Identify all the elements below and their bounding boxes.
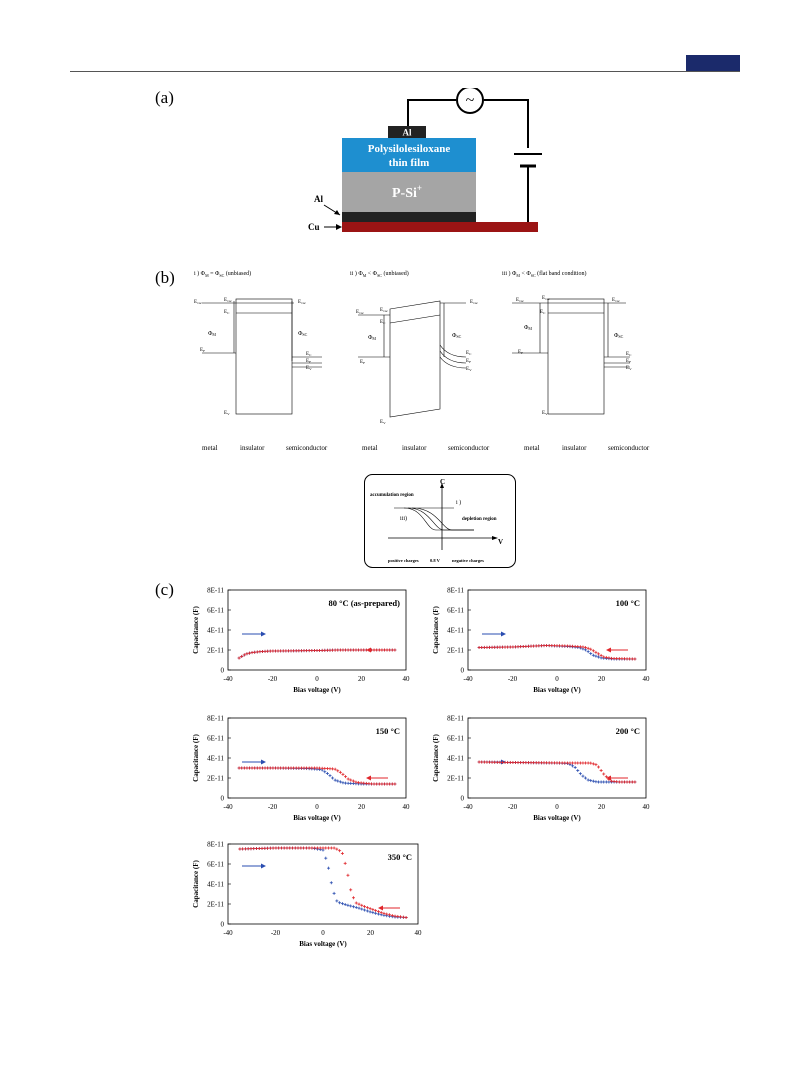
device-schematic [300, 88, 550, 238]
x-tick-label: 40 [402, 675, 410, 683]
x-axis-label: Bias voltage (V) [533, 814, 581, 822]
cu-base [342, 222, 538, 232]
y-tick-label: 4E-11 [207, 626, 224, 635]
x-tick-label: 0 [555, 675, 559, 683]
band-diagram-2 [358, 301, 466, 417]
bottom-al-electrode [342, 212, 476, 222]
y-tick-label: 0 [460, 666, 464, 675]
x-axis-label: Bias voltage (V) [293, 686, 341, 694]
band-diagram-1 [202, 299, 322, 414]
y-tick-label: 8E-11 [207, 714, 224, 723]
svg-text:EC: $E_C$ [380, 320, 386, 325]
x-tick-label: 20 [358, 803, 365, 811]
cv-chart-1 [432, 587, 650, 695]
svg-text:EV: $E_V$ [380, 420, 386, 425]
y-axis-label: Capacitance (F) [432, 734, 440, 782]
film-label-1: Polysilolesiloxane [367, 143, 451, 155]
x-tick-label: 20 [367, 929, 374, 937]
x-tick-label: 0 [315, 675, 319, 683]
cv-chart-3 [432, 715, 650, 823]
band-title-1 [194, 270, 251, 278]
x-tick-label: -40 [223, 803, 233, 811]
svg-text:V: V [498, 538, 504, 546]
panel-label-a: (a) [155, 88, 174, 107]
svg-text:Evac: $E_{vac}$ [612, 298, 620, 303]
x-tick-label: 20 [598, 803, 605, 811]
x-tick-label: 0 [555, 803, 559, 811]
y-tick-label: 0 [460, 794, 464, 803]
y-tick-label: 4E-11 [447, 626, 464, 635]
temperature-annotation: 80 °C (as-prepared) [328, 598, 400, 608]
x-tick-label: -20 [507, 803, 518, 811]
svg-text:iii ) ΦM < ΦSC (flat band cond: iii ) $\Phi_M < \Phi_{SC}$ (flat band condition) [502, 271, 587, 278]
y-tick-label: 2E-11 [207, 900, 224, 909]
y-tick-label: 4E-11 [447, 754, 464, 763]
x-axis-label: Bias voltage (V) [533, 686, 581, 694]
svg-text:EF: $E_F$ [306, 359, 312, 364]
y-tick-label: 2E-11 [207, 774, 224, 783]
source-symbol: ~ [465, 92, 475, 109]
y-tick-label: 2E-11 [447, 646, 464, 655]
y-tick-label: 8E-11 [447, 714, 464, 723]
y-tick-label: 6E-11 [207, 734, 224, 743]
x-tick-label: 20 [598, 675, 605, 683]
substrate-label: P-Si+ [391, 183, 423, 201]
svg-text:semiconductor: semiconductor [448, 444, 490, 452]
y-axis-label: Capacitance (F) [432, 606, 440, 654]
bottom-al-label: Al [314, 194, 323, 204]
svg-text:Evac: $E_{vac}$ [224, 298, 232, 303]
svg-text:EF: $E_F$ [360, 360, 366, 365]
svg-text:ΦM: ΦM [208, 331, 216, 337]
temperature-annotation: 100 °C [615, 598, 640, 608]
svg-text:0.8 V: 0.8 V [430, 558, 440, 563]
y-tick-label: 4E-11 [207, 754, 224, 763]
svg-text:ΦSC: ΦSC [452, 333, 462, 339]
svg-text:C: C [440, 478, 446, 486]
x-tick-label: -40 [463, 675, 473, 683]
y-tick-label: 6E-11 [207, 860, 224, 869]
svg-text:positive charges: positive charges [388, 558, 419, 563]
svg-text:EF: $E_F$ [518, 350, 524, 355]
svg-text:semiconductor: semiconductor [286, 444, 328, 452]
x-tick-label: -20 [267, 803, 278, 811]
x-tick-label: -20 [267, 675, 278, 683]
temperature-annotation: 200 °C [615, 726, 640, 736]
y-axis-label: Capacitance (F) [192, 860, 200, 908]
header-rule [70, 71, 740, 72]
panel-label-c: (c) [155, 580, 174, 599]
panel-label-b: (b) [155, 268, 175, 287]
svg-text:negative charges: negative charges [452, 558, 484, 563]
x-tick-label: -40 [223, 675, 233, 683]
svg-text:ΦM: ΦM [368, 335, 376, 341]
svg-text:metal: metal [362, 444, 378, 452]
svg-text:metal: metal [202, 444, 218, 452]
x-tick-label: -40 [463, 803, 473, 811]
svg-text:Evac: $E_{vac}$ [380, 308, 388, 313]
y-tick-label: 2E-11 [447, 774, 464, 783]
svg-text:insulator: insulator [562, 444, 587, 452]
y-axis-label: Capacitance (F) [192, 734, 200, 782]
svg-text:iii): iii) [400, 516, 407, 522]
y-tick-label: 2E-11 [207, 646, 224, 655]
cv-schematic [364, 474, 516, 568]
svg-text:EV: $E_V$ [542, 411, 548, 416]
y-tick-label: 8E-11 [447, 586, 464, 595]
y-tick-label: 6E-11 [447, 606, 464, 615]
svg-text:EC: $E_C$ [540, 310, 546, 315]
x-tick-label: 40 [642, 675, 650, 683]
y-tick-label: 4E-11 [207, 880, 224, 889]
band-region-labels [202, 444, 650, 452]
x-tick-label: -20 [270, 929, 281, 937]
svg-text:EV: $E_V$ [306, 366, 312, 371]
svg-text:EF: $E_F$ [466, 359, 472, 364]
svg-text:ΦSC: ΦSC [298, 331, 308, 337]
film-label-2: thin film [388, 157, 430, 169]
band-diagrams [190, 265, 670, 455]
y-tick-label: 6E-11 [207, 606, 224, 615]
svg-text:EV: $E_V$ [466, 367, 472, 372]
svg-text:insulator: insulator [402, 444, 427, 452]
svg-text:Evac: $E_{vac}$ [298, 300, 306, 305]
svg-text:ii ) ΦM < ΦSC (unbiased): ii ) $\Phi_M < \Phi_{SC}$ (unbiased) [350, 271, 409, 278]
svg-text:EC: $E_C$ [306, 352, 312, 357]
cv-chart-4 [192, 841, 422, 949]
svg-text:EF: $E_F$ [626, 359, 632, 364]
cv-charts [180, 580, 670, 960]
y-tick-label: 6E-11 [447, 734, 464, 743]
svg-text:i ) ΦM = ΦSC (unbiased): i ) $\Phi_M = \Phi_{SC}$ (unbiased) [194, 271, 252, 278]
temperature-annotation: 350 °C [387, 852, 412, 862]
svg-text:accumulation region: accumulation region [370, 493, 414, 498]
svg-text:EC: $E_C$ [466, 351, 472, 356]
band-title-2 [350, 270, 409, 278]
temperature-annotation: 150 °C [375, 726, 400, 736]
x-tick-label: 0 [321, 929, 325, 937]
svg-text:ΦSC: ΦSC [614, 333, 624, 339]
x-axis-label: Bias voltage (V) [293, 814, 341, 822]
svg-text:EC: $E_C$ [626, 352, 632, 357]
svg-text:Evac: $E_{vac}$ [542, 296, 550, 301]
x-tick-label: 40 [402, 803, 410, 811]
cu-label: Cu [308, 222, 320, 232]
y-tick-label: 8E-11 [207, 586, 224, 595]
svg-text:EC: $E_C$ [224, 310, 230, 315]
y-tick-label: 0 [220, 666, 224, 675]
svg-text:i ): i ) [456, 500, 462, 506]
svg-text:metal: metal [524, 444, 540, 452]
y-axis-label: Capacitance (F) [192, 606, 200, 654]
cv-chart-0 [192, 587, 410, 695]
x-tick-label: 40 [414, 929, 422, 937]
x-tick-label: -20 [507, 675, 518, 683]
svg-text:Evac: $E_{vac}$ [516, 298, 524, 303]
svg-text:insulator: insulator [240, 444, 265, 452]
svg-text:EV: $E_V$ [224, 411, 230, 416]
top-al-label: Al [402, 127, 412, 138]
x-tick-label: 40 [642, 803, 650, 811]
band-labels [194, 296, 632, 425]
svg-text:semiconductor: semiconductor [608, 444, 650, 452]
svg-text:Evac: $E_{vac}$ [356, 310, 364, 315]
svg-text:EV: $E_V$ [626, 366, 632, 371]
header-color-box [686, 55, 740, 72]
y-tick-label: 8E-11 [207, 840, 224, 849]
svg-text:EF: $E_F$ [200, 348, 206, 353]
y-tick-label: 0 [220, 920, 224, 929]
cv-chart-2 [192, 715, 410, 823]
x-tick-label: 20 [358, 675, 365, 683]
x-axis-label: Bias voltage (V) [299, 940, 347, 948]
x-tick-label: -40 [223, 929, 233, 937]
svg-text:Evac: $E_{vac}$ [470, 300, 478, 305]
x-tick-label: 0 [315, 803, 319, 811]
band-title-3 [502, 270, 586, 278]
y-tick-label: 0 [220, 794, 224, 803]
band-diagram-3 [512, 299, 630, 414]
svg-text:Evac: $E_{vac}$ [194, 300, 202, 305]
svg-text:depletion region: depletion region [462, 517, 497, 522]
svg-text:ΦM: ΦM [524, 325, 532, 331]
